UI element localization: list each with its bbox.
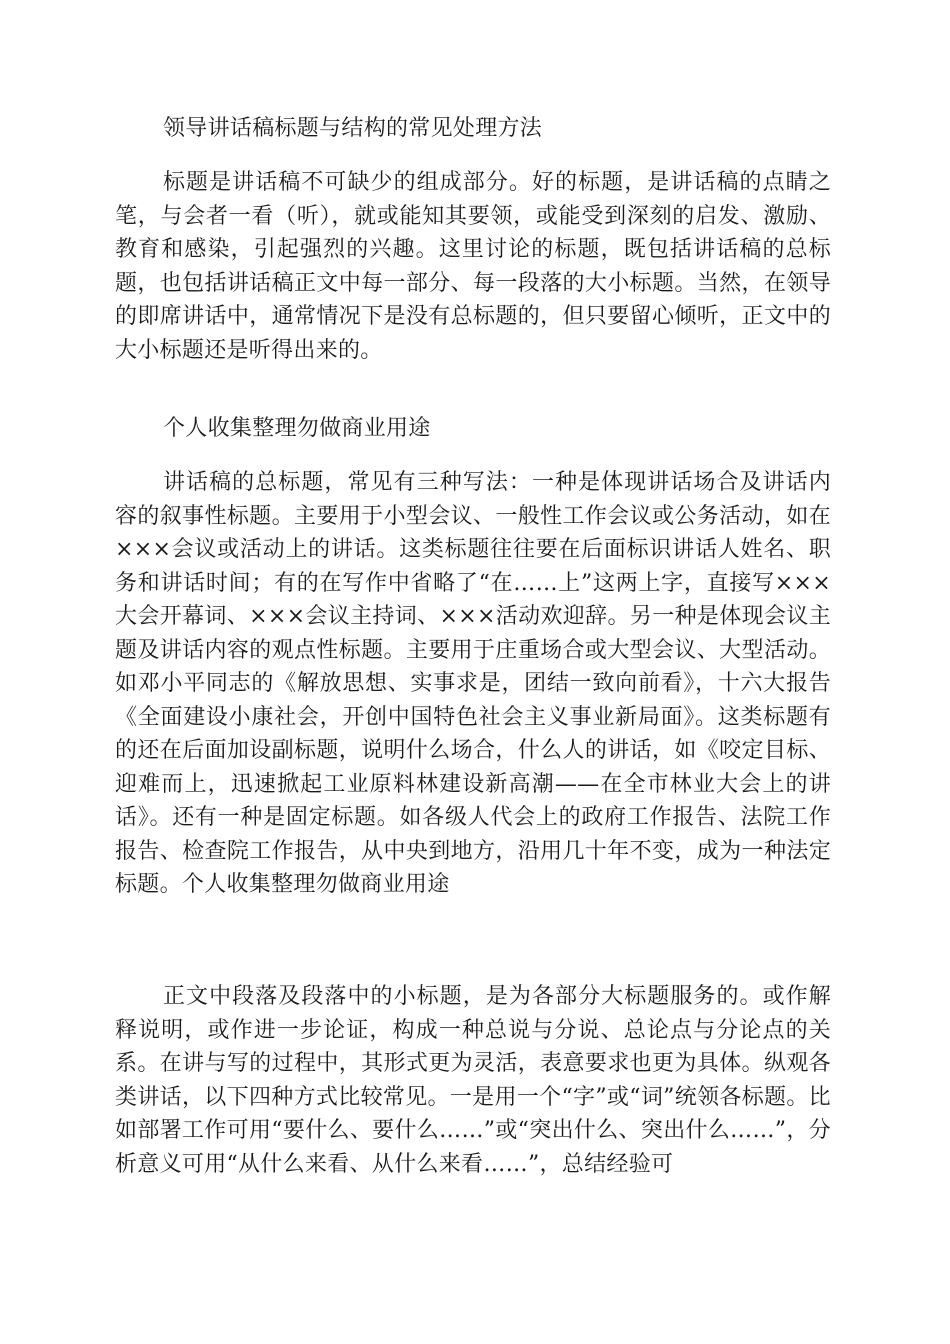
document-title: 领导讲话稿标题与结构的常见处理方法 — [163, 116, 543, 141]
usage-note: 个人收集整理勿做商业用途 — [163, 416, 431, 441]
paragraph: 正文中段落及段落中的小标题，是为各部分大标题服务的。或作解释说明，或作进一步论证，构成一种总说与分说、总论点与分论点的关系。在讲与写的过程中，其形式更为灵活，表意要求也更为具体。纵观各类讲话，以下四种方式比较常见。一是用一个“字”或“词”统领各标题。比如部署工作可用“要什么、要什么……”或“突出什么、突出什么……”，分析意义可用“从什么来看、从什么来看……”，总结经验可 — [115, 984, 831, 1177]
paragraph: 讲话稿的总标题，常见有三种写法：一种是体现讲话场合及讲话内容的叙事性标题。主要用于小型会议、一般性工作会议或公务活动，如在×××会议或活动上的讲话。这类标题往往要在后面标识讲话人姓名、职务和讲话时间；有的在写作中省略了“在……上”这两上字，直接写×××大会开幕词、×××会议主持词、×××活动欢迎辞。另一种是体现会议主题及讲话内容的观点性标题。主要用于庄重场合或大型会议、大型活动。如邓小平同志的《解放思想、实事求是，团结一致向前看》，十六大报告《全面建设小康社会，开创中国特色社会主义事业新局面》。这类标题有的还在后面加设副标题，说明什么场合，什么人的讲话，如《咬定目标、迎难而上，迅速掀起工业原料林建设新高潮——在全市林业大会上的讲话》。还有一种是固定标题。如各级人代会上的政府工作报告、法院工作报告、检查院工作报告，从中央到地方，沿用几十年不变，成为一种法定标题。个人收集整理勿做商业用途 — [115, 470, 831, 897]
paragraph: 标题是讲话稿不可缺少的组成部分。好的标题，是讲话稿的点睛之笔，与会者一看（听），就或能知其要领，或能受到深刻的启发、激励、教育和感染，引起强烈的兴趣。这里讨论的标题，既包括讲话稿的总标题，也包括讲话稿正文中每一部分、每一段落的大小标题。当然，在领导的即席讲话中，通常情况下是没有总标题的，但只要留心倾听，正文中的大小标题还是听得出来的。 — [115, 170, 831, 363]
